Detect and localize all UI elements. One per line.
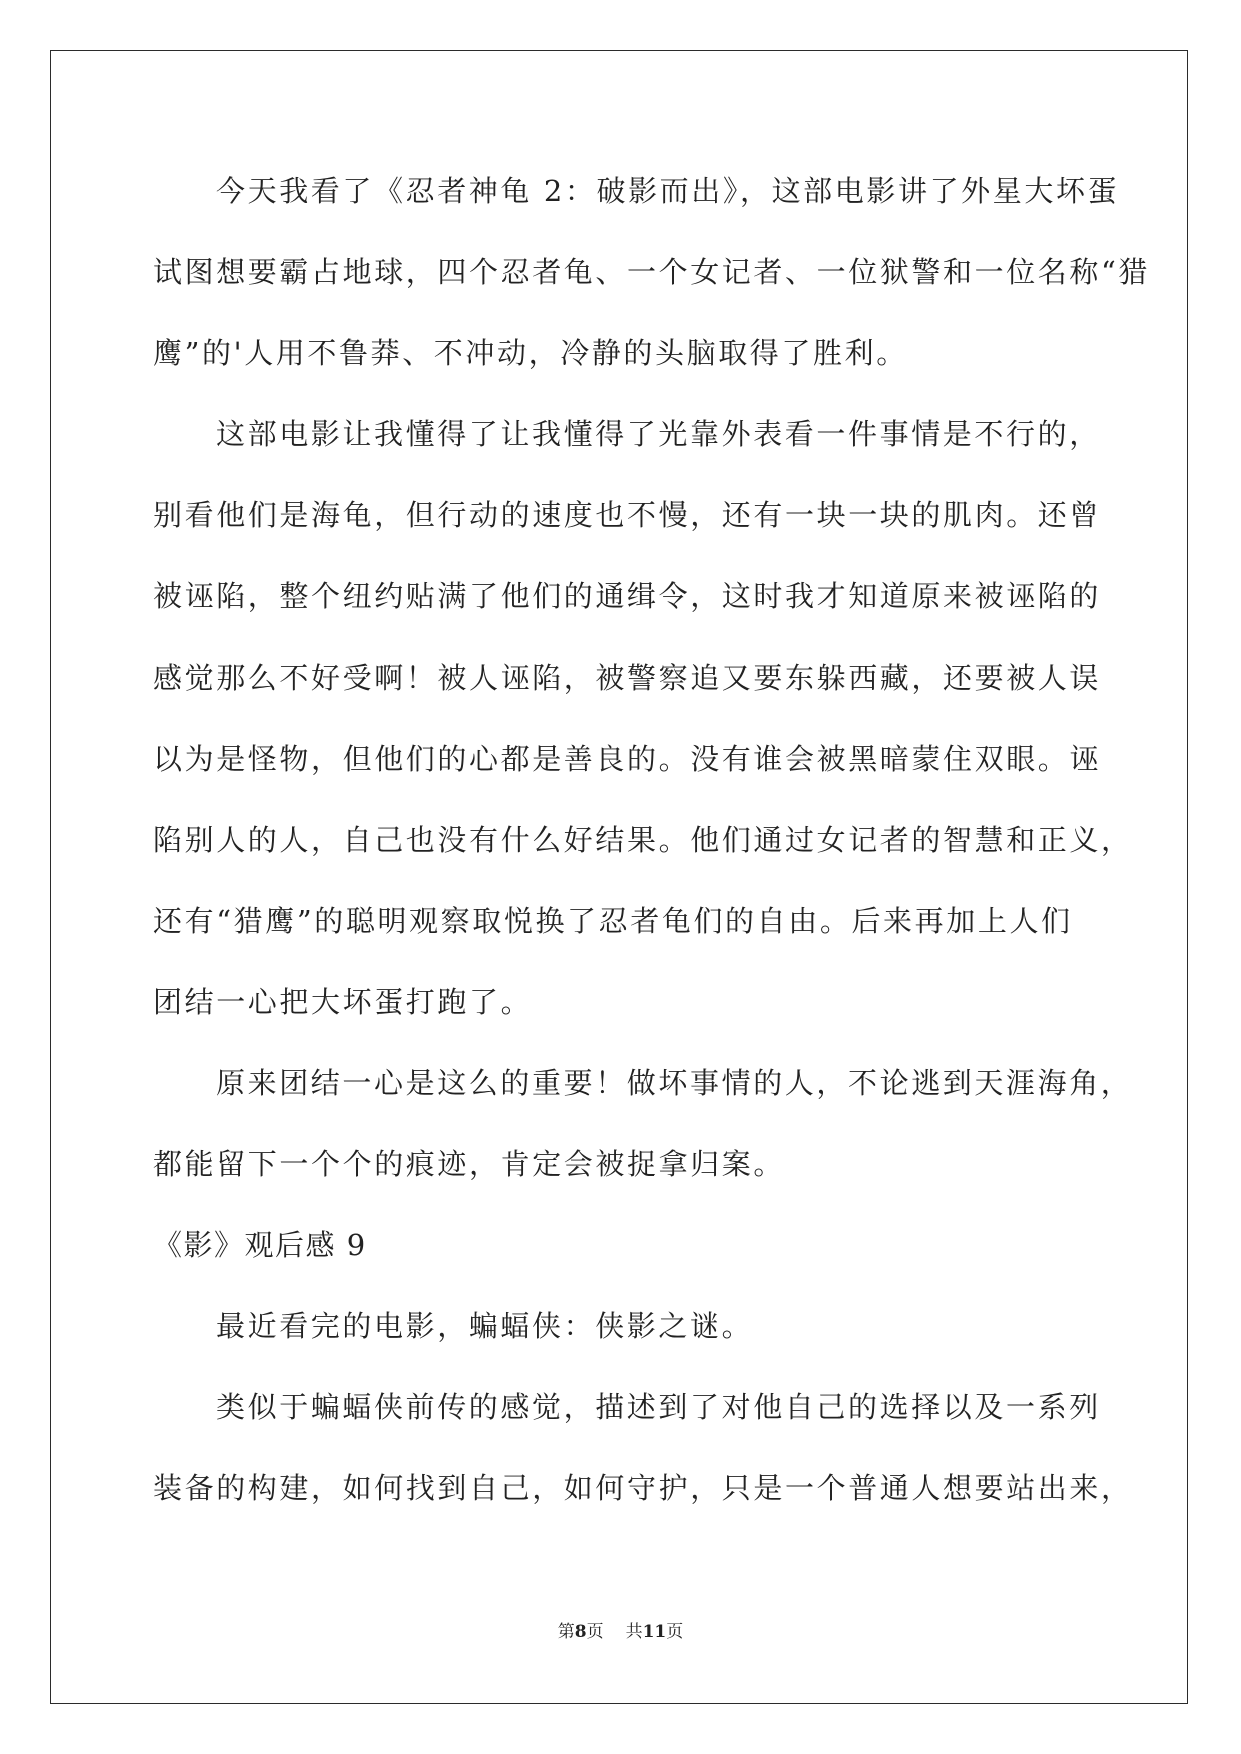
paragraph-line: 试图想要霸占地球，四个忍者龟、一个女记者、一位狱警和一位名称“猎 (153, 255, 1151, 289)
total-suffix: 页 (666, 1622, 684, 1642)
page-number: 8 (574, 1622, 587, 1642)
paragraph-line: 原来团结一心是这么的重要！做坏事情的人，不论逃到天涯海角， (216, 1066, 1133, 1100)
paragraph-line: 还有“猎鹰”的聪明观察取悦换了忍者龟们的自由。后来再加上人们 (153, 904, 1073, 938)
paragraph-line: 陷别人的人，自己也没有什么好结果。他们通过女记者的智慧和正义， (153, 823, 1133, 857)
total-prefix: 共 (625, 1622, 643, 1642)
section-title: 《影》观后感 9 (153, 1228, 367, 1262)
paragraph-line: 被诬陷，整个纽约贴满了他们的通缉令，这时我才知道原来被诬陷的 (153, 579, 1102, 613)
paragraph-line: 鹰”的'人用不鲁莽、不冲动，冷静的头脑取得了胜利。 (153, 336, 908, 370)
paragraph-line: 类似于蝙蝠侠前传的感觉，描述到了对他自己的选择以及一系列 (216, 1390, 1101, 1424)
page-prefix: 第 (557, 1622, 575, 1642)
page-border (50, 50, 1188, 1704)
paragraph-line: 别看他们是海龟，但行动的速度也不慢，还有一块一块的肌肉。还曾 (153, 498, 1102, 532)
paragraph-line: 团结一心把大坏蛋打跑了。 (153, 985, 533, 1019)
page-footer (0, 1620, 1241, 1644)
paragraph-line: 以为是怪物，但他们的心都是善良的。没有谁会被黑暗蒙住双眼。诬 (153, 742, 1102, 776)
paragraph-line: 最近看完的电影，蝙蝠侠：侠影之谜。 (216, 1309, 754, 1343)
paragraph-line: 装备的构建，如何找到自己，如何守护，只是一个普通人想要站出来， (153, 1471, 1133, 1505)
paragraph-line: 都能留下一个个的痕迹，肯定会被捉拿归案。 (153, 1147, 786, 1181)
paragraph-line: 感觉那么不好受啊！被人诬陷，被警察追又要东躲西藏，还要被人误 (153, 661, 1102, 695)
page-suffix: 页 (586, 1622, 604, 1642)
paragraph-line: 今天我看了《忍者神龟 2：破影而出》，这部电影讲了外星大坏蛋 (216, 174, 1120, 208)
total-pages: 11 (642, 1622, 667, 1642)
paragraph-line: 这部电影让我懂得了让我懂得了光靠外表看一件事情是不行的， (216, 417, 1101, 451)
